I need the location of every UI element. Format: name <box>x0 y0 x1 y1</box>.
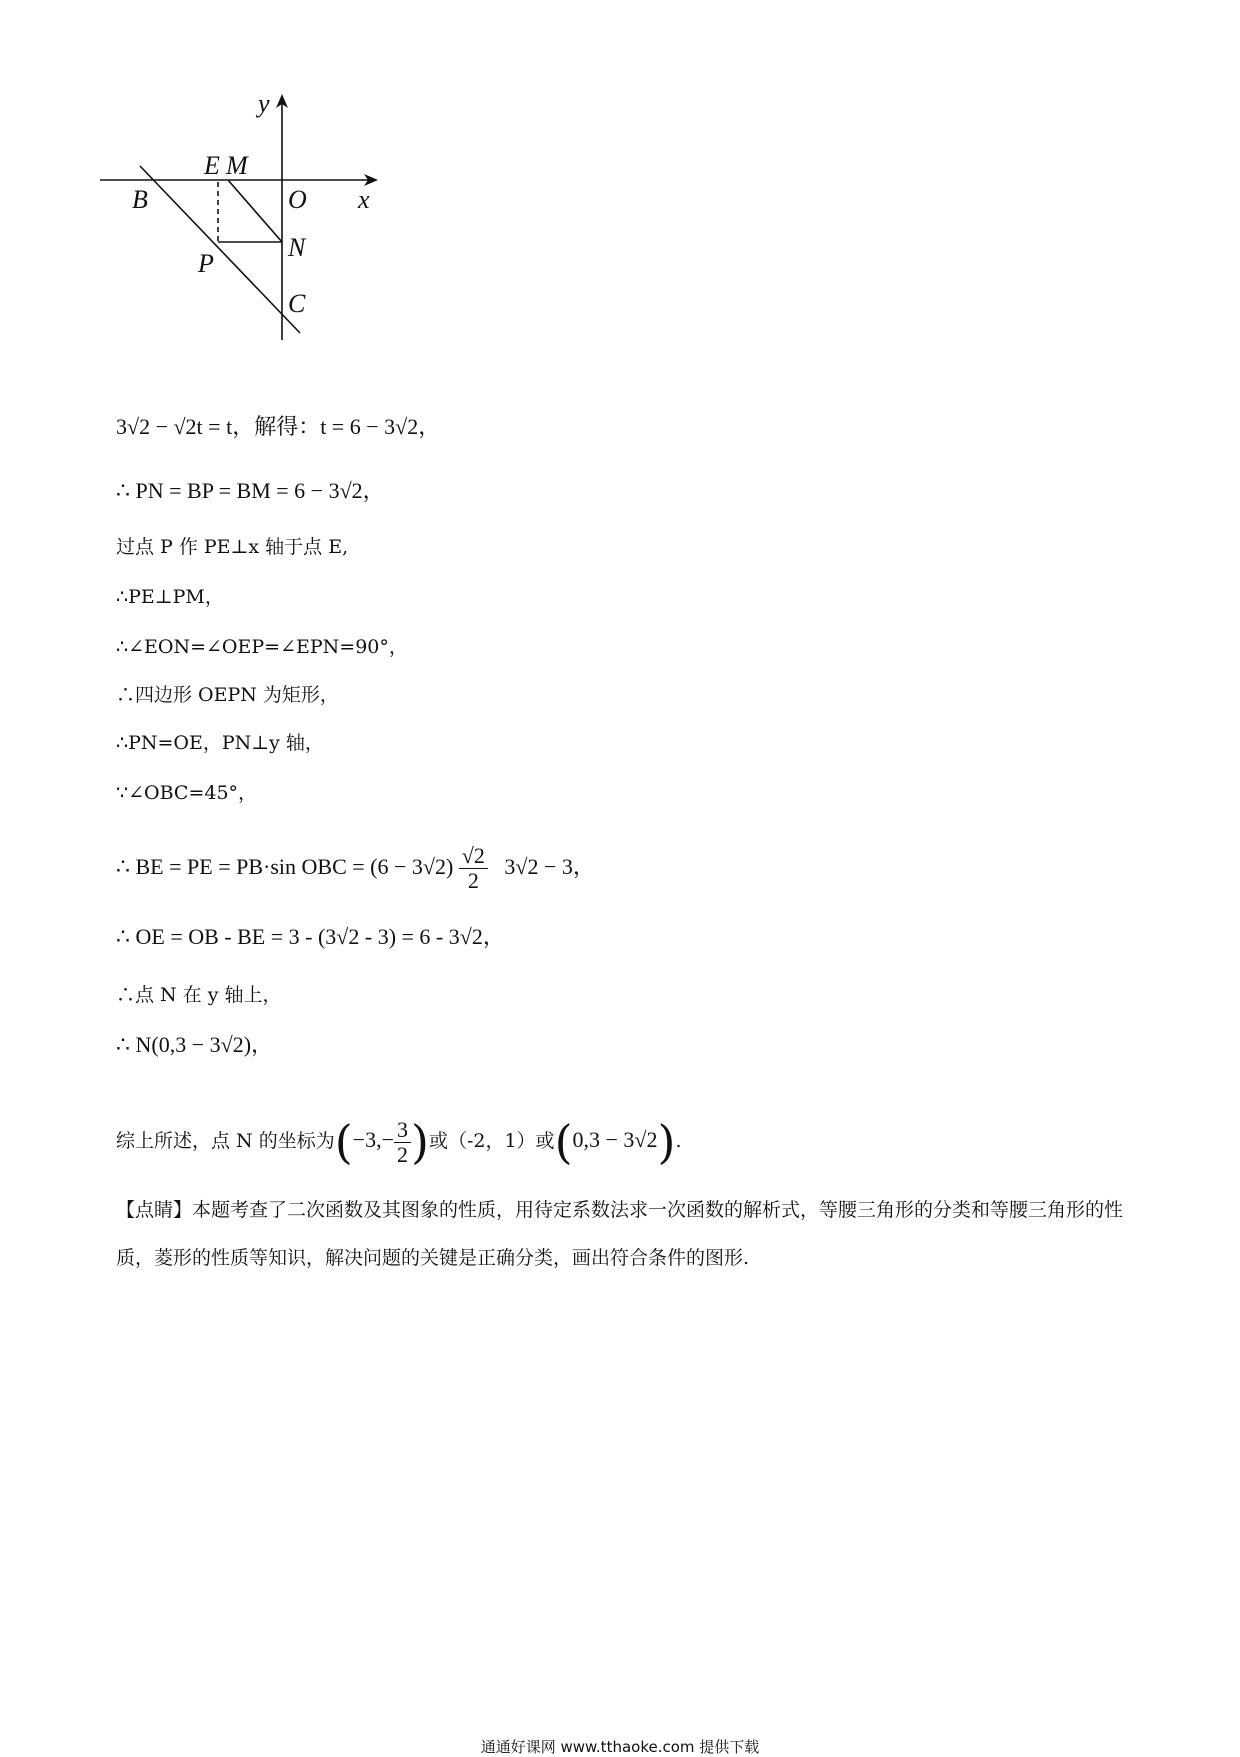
fraction-denominator: 2 <box>467 868 479 894</box>
fraction-numerator-3: 3 <box>394 1118 411 1143</box>
coordinate-figure <box>100 90 400 350</box>
line-bc <box>140 166 300 333</box>
fraction-numerator: √2 <box>459 844 488 869</box>
coordinate-1-part: −3,− <box>352 1127 394 1152</box>
comment-tag: 【点睛】 <box>116 1199 193 1221</box>
solution-line-8: ∵∠OBC=45°， <box>116 782 258 804</box>
label-o: O <box>288 185 307 214</box>
right-paren-1: ) <box>411 1115 429 1169</box>
right-paren-2: ) <box>657 1115 676 1169</box>
solution-line-1: 3√2 − √2t = t，解得：t = 6 − 3√2， <box>116 414 441 439</box>
label-b: B <box>132 185 148 214</box>
solution-line-7: ∴PN=OE，PN⊥y 轴， <box>116 732 324 754</box>
line-9-paren-expr: (6 − 3√2) <box>370 854 454 879</box>
line-9-start: ∴ BE = PE = PB·sin OBC = <box>116 854 371 879</box>
left-paren-1: ( <box>334 1115 353 1169</box>
solution-line-6: ∴四边形 OEPN 为矩形， <box>116 684 339 706</box>
label-m: M <box>226 151 248 180</box>
solution-line-11: ∴点 N 在 y 轴上， <box>116 984 282 1006</box>
solution-line-2: ∴ PN = BP = BM = 6 − 3√2， <box>116 478 385 503</box>
figure-svg <box>100 90 400 350</box>
solution-line-13: 综上所述，点 N 的坐标为(−3,− $\frac{3}{2}$ )或（-2，1）或(0,3 − 3√2). <box>116 1115 682 1169</box>
fraction-sqrt2-over-2 <box>459 844 488 893</box>
summary-prefix: 综上所述，点 N 的坐标为 <box>116 1130 335 1152</box>
fraction-three-halves <box>394 1118 411 1167</box>
label-p: P <box>198 249 214 278</box>
solution-line-10: ∴ OE = OB - BE = 3 - (3√2 - 3) = 6 - 3√2， <box>116 924 505 949</box>
segment-mn <box>228 180 282 242</box>
left-paren-2: ( <box>554 1115 573 1169</box>
solution-line-4: ∴PE⊥PM， <box>116 586 224 608</box>
solution-line-5: ∴∠EON=∠OEP=∠EPN=90°， <box>116 636 408 658</box>
page-footer: 通通好课网 www.tthaoke.com 提供下载 <box>480 1738 760 1756</box>
summary-middle: 或（-2，1）或 <box>428 1130 555 1152</box>
fraction-denominator-2: 2 <box>397 1141 408 1167</box>
label-x: x <box>358 185 370 214</box>
solution-line-9 <box>116 840 595 894</box>
comment-paragraph <box>116 1186 1126 1282</box>
label-e: E <box>204 151 220 180</box>
solution-line-12: ∴ N(0,3 − 3√2)， <box>116 1032 274 1057</box>
label-y: y <box>258 90 270 118</box>
coordinate-3: 0,3 − 3√2 <box>572 1127 658 1152</box>
solution-line-3: 过点 P 作 PE⊥x 轴于点 E, <box>116 536 349 558</box>
line-9-result: 3√2 − 3， <box>504 854 595 879</box>
comment-text: 本题考查了二次函数及其图象的性质，用待定系数法求一次函数的解析式，等腰三角形的分类和等腰三角形的性质，菱形的性质等知识，解决问题的关键是正确分类，画出符合条件的图形. <box>116 1199 1124 1269</box>
label-c: C <box>288 289 306 318</box>
label-n: N <box>288 233 306 262</box>
